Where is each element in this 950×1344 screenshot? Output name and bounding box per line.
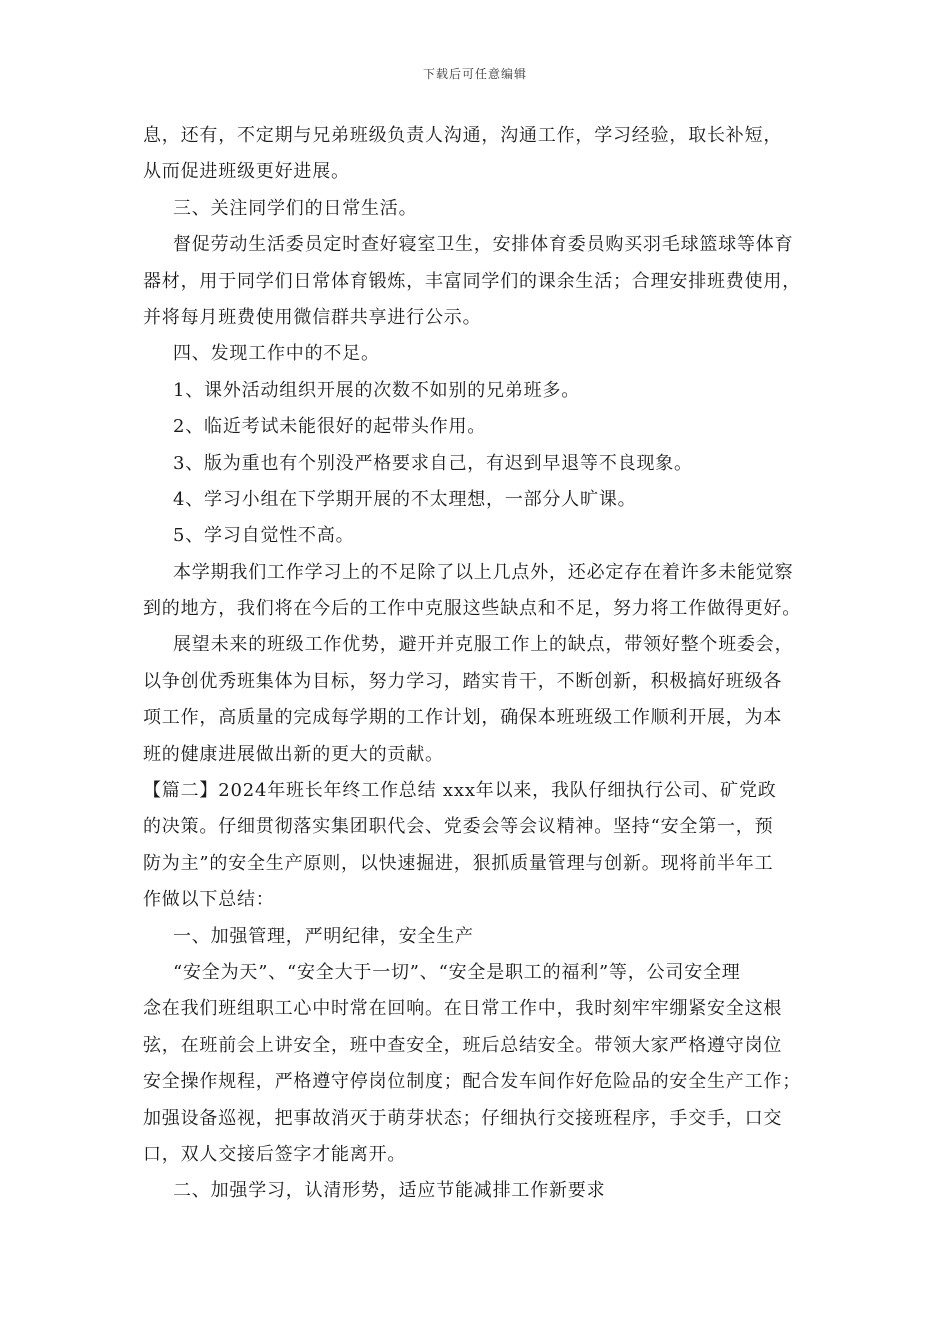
text-line: 3、版为重也有个别没严格要求自己，有迟到早退等不良现象。 bbox=[173, 452, 693, 474]
text-line: 从而促进班级更好进展。 bbox=[143, 161, 350, 183]
text-line: 5、学习自觉性不高。 bbox=[173, 525, 355, 547]
text-line: 一、加强管理，严明纪律，安全生产 bbox=[173, 925, 474, 947]
text-line: 班的健康进展做出新的更大的贡献。 bbox=[143, 743, 444, 765]
text-line: 1、课外活动组织开展的次数不如别的兄弟班多。 bbox=[173, 379, 581, 401]
text-line: 2、临近考试未能很好的起带头作用。 bbox=[173, 416, 487, 438]
text-line: 展望未来的班级工作优势，避开并克服工作上的缺点，带领好整个班委会， bbox=[173, 634, 794, 656]
text-line: 本学期我们工作学习上的不足除了以上几点外，还必定存在着许多未能觉察 bbox=[173, 561, 794, 583]
text-line: 安全操作规程，严格遵守停岗位制度；配合发车间作好危险品的安全生产工作； bbox=[143, 1071, 801, 1093]
text-line: 以争创优秀班集体为目标，努力学习，踏实肯干，不断创新，积极搞好班级各 bbox=[143, 670, 783, 692]
text-line: 4、学习小组在下学期开展的不太理想，一部分人旷课。 bbox=[173, 488, 637, 510]
text-line: 器材，用于同学们日常体育锻炼，丰富同学们的课余生活；合理安排班费使用， bbox=[143, 270, 801, 292]
document-body bbox=[143, 118, 823, 1210]
text-line: 四、发现工作中的不足。 bbox=[173, 343, 380, 365]
text-line: 息，还有，不定期与兄弟班级负责人沟通，沟通工作，学习经验，取长补短， bbox=[143, 125, 783, 146]
text-line: 督促劳动生活委员定时查好寝室卫生，安排体育委员购买羽毛球篮球等体育 bbox=[173, 234, 794, 256]
text-line: 念在我们班组职工心中时常在回响。在日常工作中，我时刻牢牢绷紧安全这根 bbox=[143, 998, 783, 1020]
text-line: 三、关注同学们的日常生活。 bbox=[173, 197, 418, 219]
text-line: 加强设备巡视，把事故消灭于萌芽状态；仔细执行交接班程序，手交手，口交 bbox=[143, 1107, 783, 1129]
page-header: 下载后可任意编辑 bbox=[422, 67, 527, 81]
text-line: 并将每月班费使用微信群共享进行公示。 bbox=[143, 306, 482, 328]
text-line: 二、加强学习，认清形势，适应节能减排工作新要求 bbox=[173, 1180, 606, 1202]
text-line: 防为主”的安全生产原则，以快速掘进，狠抓质量管理与创新。现将前半年工 bbox=[143, 852, 774, 874]
text-line: 的决策。仔细贯彻落实集团职代会、党委会等会议精神。坚持“安全第一，预 bbox=[143, 816, 774, 838]
text-line: 弦，在班前会上讲安全，班中查安全，班后总结安全。带领大家严格遵守岗位 bbox=[143, 1034, 783, 1056]
text-line: 到的地方，我们将在今后的工作中克服这些缺点和不足，努力将工作做得更好。 bbox=[143, 598, 801, 620]
text-line: “安全为天”、“安全大于一切”、“安全是职工的福利”等，公司安全理 bbox=[173, 961, 741, 983]
text-line: 【篇二】2024年班长年终工作总结 xxx年以来，我队仔细执行公司、矿党政 bbox=[143, 780, 777, 802]
text-line: 项工作，高质量的完成每学期的工作计划，确保本班班级工作顺利开展，为本 bbox=[143, 707, 783, 729]
text-line: 作做以下总结： bbox=[143, 889, 275, 911]
text-line: 口，双人交接后签字才能离开。 bbox=[143, 1143, 407, 1165]
